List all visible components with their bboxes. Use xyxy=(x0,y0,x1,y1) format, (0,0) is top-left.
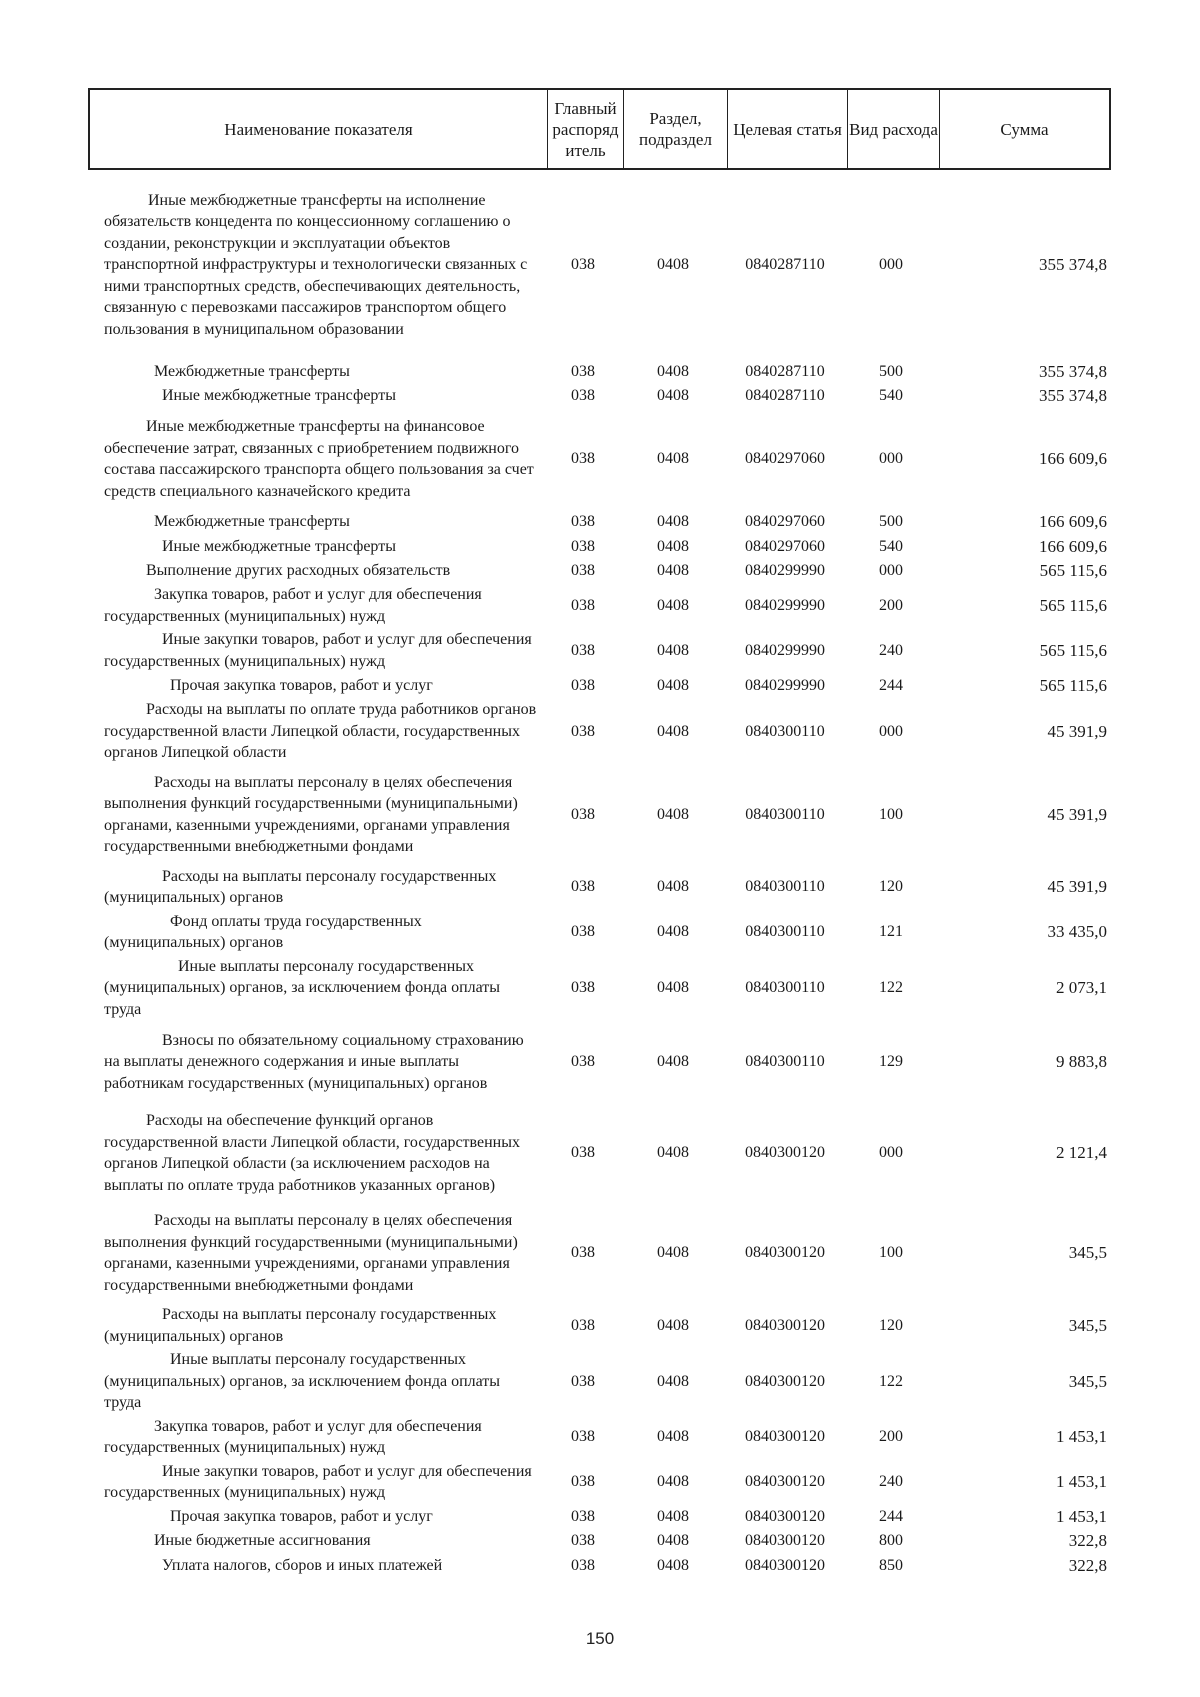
row-expense-type: 850 xyxy=(879,1556,903,1574)
row-section-code: 0408 xyxy=(657,1244,689,1262)
row-target-article: 0840300110 xyxy=(745,923,825,941)
row-target-article: 0840300120 xyxy=(745,1532,825,1550)
row-expense-type: 540 xyxy=(879,537,903,555)
row-target-article: 0840299990 xyxy=(745,562,825,580)
table-row xyxy=(88,1348,1111,1415)
row-section-code: 0408 xyxy=(657,923,689,941)
row-expense-type: 240 xyxy=(879,1473,903,1491)
row-indicator-name: Закупка товаров, работ и услуг для обеспечения государственных (муниципальных) нужд xyxy=(104,586,482,625)
table-row xyxy=(88,408,1111,510)
row-amount: 1 453,1 xyxy=(1056,1506,1107,1526)
table-row xyxy=(88,359,1111,384)
row-target-article: 0840287110 xyxy=(745,362,825,380)
row-expense-type: 120 xyxy=(879,878,903,896)
row-section-code: 0408 xyxy=(657,641,689,659)
row-target-article: 0840300120 xyxy=(745,1428,825,1446)
row-target-article: 0840300120 xyxy=(745,1244,825,1262)
table-row xyxy=(88,534,1111,559)
row-admin-code: 038 xyxy=(571,562,595,580)
row-section-code: 0408 xyxy=(657,722,689,740)
row-section-code: 0408 xyxy=(657,596,689,614)
row-expense-type: 240 xyxy=(879,641,903,659)
row-admin-code: 038 xyxy=(571,1144,595,1162)
row-section-code: 0408 xyxy=(657,1372,689,1390)
table-row xyxy=(88,1529,1111,1554)
row-target-article: 0840287110 xyxy=(745,387,825,405)
row-target-article: 0840300120 xyxy=(745,1372,825,1390)
table-row xyxy=(88,559,1111,583)
table-row xyxy=(88,673,1111,698)
row-section-code: 0408 xyxy=(657,387,689,405)
row-admin-code: 038 xyxy=(571,979,595,996)
row-amount: 45 391,9 xyxy=(1047,877,1107,897)
row-admin-code: 038 xyxy=(571,923,595,941)
table-row xyxy=(88,583,1111,628)
row-indicator-name: Иные выплаты персоналу государственных (муниципальных) органов, за исключением фонда оплаты труда xyxy=(104,957,501,1018)
row-target-article: 0840297060 xyxy=(745,537,825,555)
row-indicator-name: Закупка товаров, работ и услуг для обеспечения государственных (муниципальных) нужд xyxy=(104,1417,482,1456)
row-target-article: 0840300120 xyxy=(745,1507,825,1525)
table-row xyxy=(88,510,1111,534)
row-expense-type: 200 xyxy=(879,596,903,614)
row-indicator-name: Иные межбюджетные трансферты на исполнение обязательств концедента по концессионному соглашению о создании, реконструкции и эксплуатации объектов транспортной инфраструктуры и технологически связанных с ними транспортных средств, обеспечивающих деятельность, связанную с перевозками пассажиров транспортом общего пользования в муниципальном образовании xyxy=(104,191,528,338)
row-indicator-name: Расходы на выплаты по оплате труда работников органов государственной власти Липецкой области, государственных органов Липецкой области xyxy=(104,701,537,761)
row-target-article: 0840300110 xyxy=(745,722,825,740)
row-admin-code: 038 xyxy=(571,1053,595,1071)
row-expense-type: 122 xyxy=(879,1372,903,1390)
row-section-code: 0408 xyxy=(657,878,689,896)
row-section-code: 0408 xyxy=(657,513,689,531)
row-expense-type: 000 xyxy=(879,1144,903,1162)
table-row xyxy=(88,1415,1111,1460)
row-admin-code: 038 xyxy=(571,362,595,380)
row-amount: 565 115,6 xyxy=(1039,595,1107,615)
row-expense-type: 500 xyxy=(879,513,903,531)
row-target-article: 0840300120 xyxy=(745,1144,825,1162)
row-expense-type: 800 xyxy=(879,1532,903,1550)
row-expense-type: 000 xyxy=(879,722,903,740)
row-amount: 2 121,4 xyxy=(1056,1143,1107,1163)
row-target-article: 0840297060 xyxy=(745,450,825,468)
row-expense-type: 100 xyxy=(879,805,903,823)
table-row xyxy=(88,171,1111,359)
row-section-code: 0408 xyxy=(657,562,689,580)
row-section-code: 0408 xyxy=(657,537,689,555)
header-target: Целевая статья xyxy=(727,90,847,168)
row-section-code: 0408 xyxy=(657,1532,689,1550)
row-admin-code: 038 xyxy=(571,387,595,405)
table-row xyxy=(88,1203,1111,1303)
table-header xyxy=(88,88,1111,170)
row-admin-code: 038 xyxy=(571,256,595,274)
row-amount: 166 609,6 xyxy=(1039,512,1107,532)
row-amount: 345,5 xyxy=(1068,1243,1107,1263)
row-expense-type: 244 xyxy=(879,676,903,694)
header-amount: Сумма xyxy=(939,90,1109,168)
row-admin-code: 038 xyxy=(571,450,595,468)
row-amount: 322,8 xyxy=(1068,1555,1107,1575)
row-expense-type: 244 xyxy=(879,1507,903,1525)
row-expense-type: 129 xyxy=(879,1053,903,1071)
table-row xyxy=(88,698,1111,765)
row-indicator-name: Расходы на выплаты персоналу государственных (муниципальных) органов xyxy=(104,867,497,906)
table-row xyxy=(88,955,1111,1022)
row-expense-type: 500 xyxy=(879,362,903,380)
row-section-code: 0408 xyxy=(657,1053,689,1071)
row-admin-code: 038 xyxy=(571,1556,595,1574)
row-amount: 355 374,8 xyxy=(1039,386,1107,406)
row-expense-type: 100 xyxy=(879,1244,903,1262)
row-admin-code: 038 xyxy=(571,1316,595,1334)
row-amount: 565 115,6 xyxy=(1039,561,1107,581)
row-section-code: 0408 xyxy=(657,256,689,274)
row-admin-code: 038 xyxy=(571,722,595,740)
row-indicator-name: Расходы на обеспечение функций органов государственной власти Липецкой области, государственных органов Липецкой области (за исключением расходов на выплаты по оплате труда работников указанных органов) xyxy=(104,1112,520,1194)
table-body xyxy=(88,171,1111,1578)
row-amount: 2 073,1 xyxy=(1056,978,1107,997)
row-amount: 45 391,9 xyxy=(1047,721,1107,741)
row-indicator-name: Иные межбюджетные трансферты на финансовое обеспечение затрат, связанных с приобретением подвижного состава пассажирского транспорта общего пользования за счет средств специального казначейского кредита xyxy=(104,418,534,500)
row-indicator-name: Прочая закупка товаров, работ и услуг xyxy=(170,1507,433,1525)
table-row xyxy=(88,1505,1111,1529)
row-section-code: 0408 xyxy=(657,362,689,380)
row-expense-type: 000 xyxy=(879,256,903,274)
row-amount: 345,5 xyxy=(1068,1371,1107,1391)
row-section-code: 0408 xyxy=(657,979,689,996)
row-section-code: 0408 xyxy=(657,1428,689,1446)
row-admin-code: 038 xyxy=(571,1428,595,1446)
row-section-code: 0408 xyxy=(657,1144,689,1162)
row-admin-code: 038 xyxy=(571,596,595,614)
row-amount: 9 883,8 xyxy=(1056,1052,1107,1072)
row-target-article: 0840300120 xyxy=(745,1473,825,1491)
row-indicator-name: Иные межбюджетные трансферты xyxy=(162,537,396,555)
row-expense-type: 000 xyxy=(879,562,903,580)
header-admin: Главный распоряд итель xyxy=(547,90,623,168)
row-indicator-name: Иные выплаты персоналу государственных (муниципальных) органов, за исключением фонда оплаты труда xyxy=(104,1351,501,1411)
row-amount: 565 115,6 xyxy=(1039,675,1107,695)
row-amount: 1 453,1 xyxy=(1056,1472,1107,1492)
row-section-code: 0408 xyxy=(657,805,689,823)
row-section-code: 0408 xyxy=(657,1556,689,1574)
table-row xyxy=(88,1103,1111,1203)
row-indicator-name: Межбюджетные трансферты xyxy=(154,513,350,531)
row-target-article: 0840300120 xyxy=(745,1556,825,1574)
row-indicator-name: Уплата налогов, сборов и иных платежей xyxy=(162,1556,443,1574)
row-target-article: 0840299990 xyxy=(745,641,825,659)
row-indicator-name: Расходы на выплаты персоналу в целях обеспечения выполнения функций государственными (муниципальными) органами, казенными учреждениями, органами управления государственными внебюджетными фондами xyxy=(104,773,518,855)
row-admin-code: 038 xyxy=(571,676,595,694)
row-section-code: 0408 xyxy=(657,450,689,468)
row-target-article: 0840300110 xyxy=(745,979,825,996)
row-indicator-name: Иные закупки товаров, работ и услуг для обеспечения государственных (муниципальных) нужд xyxy=(104,631,532,670)
table-row xyxy=(88,384,1111,408)
row-indicator-name: Расходы на выплаты персоналу государственных (муниципальных) органов xyxy=(104,1306,497,1345)
row-amount: 345,5 xyxy=(1068,1315,1107,1335)
row-section-code: 0408 xyxy=(657,1316,689,1334)
row-expense-type: 121 xyxy=(879,923,903,941)
row-amount: 166 609,6 xyxy=(1039,449,1107,469)
table-row xyxy=(88,865,1111,910)
row-admin-code: 038 xyxy=(571,878,595,896)
row-indicator-name: Иные закупки товаров, работ и услуг для обеспечения государственных (муниципальных) нужд xyxy=(104,1462,532,1501)
row-target-article: 0840300110 xyxy=(745,878,825,896)
page-number: 150 xyxy=(585,1629,615,1648)
row-amount: 166 609,6 xyxy=(1039,536,1107,556)
row-admin-code: 038 xyxy=(571,1372,595,1390)
row-section-code: 0408 xyxy=(657,1507,689,1525)
row-indicator-name: Иные бюджетные ассигнования xyxy=(154,1532,371,1550)
row-indicator-name: Иные межбюджетные трансферты xyxy=(162,387,396,405)
header-section: Раздел, подраздел xyxy=(623,90,727,168)
budget-table xyxy=(88,88,1111,1578)
row-amount: 45 391,9 xyxy=(1047,804,1107,824)
row-admin-code: 038 xyxy=(571,537,595,555)
row-target-article: 0840300110 xyxy=(745,805,825,823)
row-amount: 33 435,0 xyxy=(1047,922,1107,942)
row-section-code: 0408 xyxy=(657,1473,689,1491)
table-row xyxy=(88,1021,1111,1103)
table-row xyxy=(88,910,1111,955)
row-indicator-name: Межбюджетные трансферты xyxy=(154,362,350,380)
row-expense-type: 540 xyxy=(879,387,903,405)
row-expense-type: 122 xyxy=(879,979,903,996)
table-row xyxy=(88,1303,1111,1348)
header-expense-type: Вид расхода xyxy=(847,90,939,168)
row-admin-code: 038 xyxy=(571,1244,595,1262)
table-row xyxy=(88,1554,1111,1578)
row-indicator-name: Прочая закупка товаров, работ и услуг xyxy=(170,676,433,694)
row-indicator-name: Взносы по обязательному социальному страхованию на выплаты денежного содержания и иные выплаты работникам государственных (муниципальных) органов xyxy=(104,1031,524,1092)
row-amount: 355 374,8 xyxy=(1039,255,1107,275)
row-amount: 1 453,1 xyxy=(1056,1427,1107,1447)
row-target-article: 0840299990 xyxy=(745,596,825,614)
row-admin-code: 038 xyxy=(571,1532,595,1550)
row-section-code: 0408 xyxy=(657,676,689,694)
table-row xyxy=(88,628,1111,673)
table-row xyxy=(88,765,1111,865)
row-expense-type: 120 xyxy=(879,1316,903,1334)
row-expense-type: 200 xyxy=(879,1428,903,1446)
table-row xyxy=(88,1460,1111,1505)
row-amount: 565 115,6 xyxy=(1039,640,1107,660)
row-admin-code: 038 xyxy=(571,513,595,531)
row-target-article: 0840300110 xyxy=(745,1053,825,1071)
row-amount: 322,8 xyxy=(1068,1531,1107,1551)
row-indicator-name: Фонд оплаты труда государственных (муниципальных) органов xyxy=(104,912,422,951)
header-name: Наименование показателя xyxy=(224,119,413,139)
row-target-article: 0840300120 xyxy=(745,1316,825,1334)
row-amount: 355 374,8 xyxy=(1039,361,1107,381)
row-admin-code: 038 xyxy=(571,1507,595,1525)
row-indicator-name: Расходы на выплаты персоналу в целях обеспечения выполнения функций государственными (муниципальными) органами, казенными учреждениями, органами управления государственными внебюджетными фондами xyxy=(104,1212,518,1294)
row-admin-code: 038 xyxy=(571,1473,595,1491)
row-target-article: 0840287110 xyxy=(745,256,825,274)
row-indicator-name: Выполнение других расходных обязательств xyxy=(146,562,451,580)
row-target-article: 0840299990 xyxy=(745,676,825,694)
row-expense-type: 000 xyxy=(879,450,903,468)
row-admin-code: 038 xyxy=(571,805,595,823)
row-target-article: 0840297060 xyxy=(745,513,825,531)
row-admin-code: 038 xyxy=(571,641,595,659)
